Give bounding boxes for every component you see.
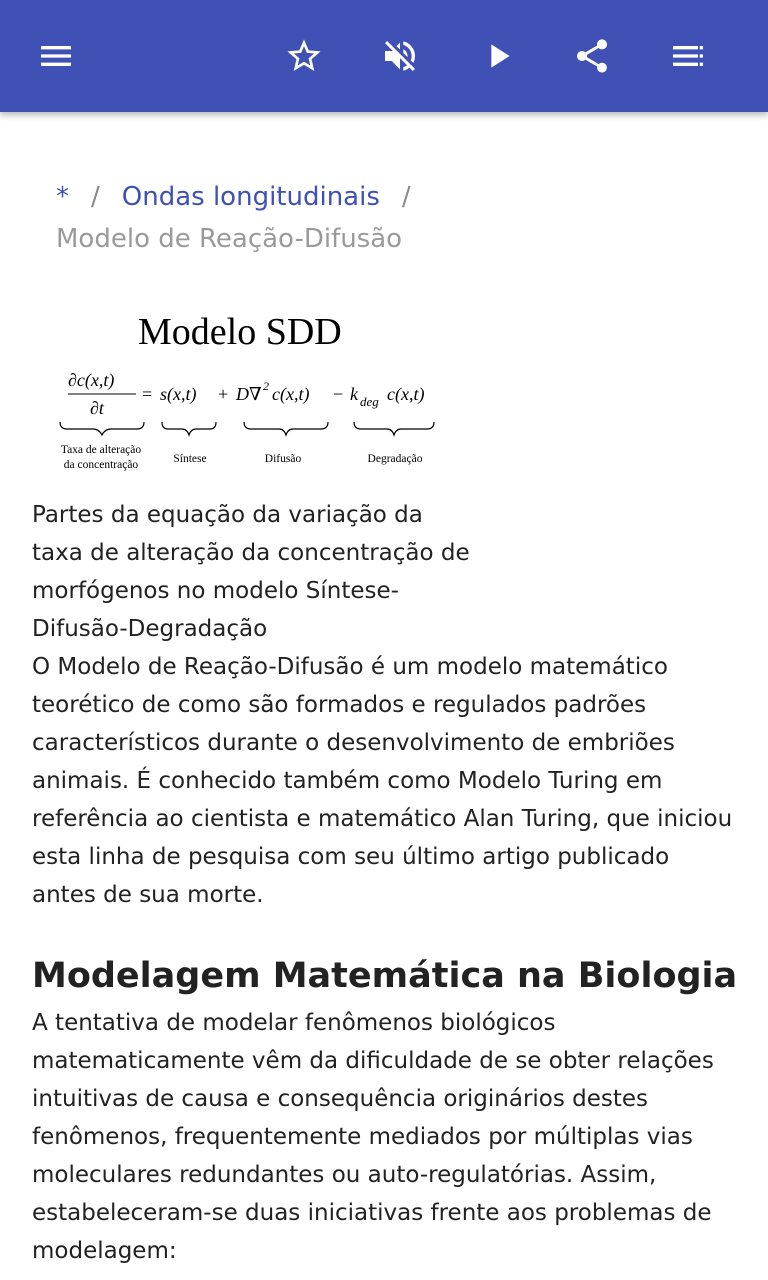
figure-caption: Partes da equação da variação da taxa de alteração da concentração de morfógenos no modelo Síntese-Difusão-Degradação: [32, 502, 470, 642]
equation-figure[interactable]: [50, 304, 450, 476]
breadcrumb-home-link[interactable]: *: [56, 182, 69, 212]
eq-minus-sign: −: [333, 384, 344, 404]
play-button[interactable]: [470, 28, 526, 84]
brace-diffusion: [244, 422, 328, 435]
breadcrumb-separator: /: [91, 182, 100, 212]
eq-degradation-subscript: deg: [360, 394, 379, 409]
label-rate-line2: da concentração: [63, 459, 139, 471]
share-button[interactable]: [564, 28, 620, 84]
breadcrumb-parent-link[interactable]: Ondas longitudinais: [121, 182, 380, 212]
eq-synthesis-term: s(x,t): [160, 384, 197, 404]
sdd-equation-image: [50, 304, 450, 476]
breadcrumb: [56, 176, 736, 260]
eq-diffusion-D: D∇: [236, 384, 262, 404]
intro-paragraph: O Modelo de Reação-Difusão é um modelo matemático teorético de como são formados e regulados padrões característicos durante o desenvolvimento de embriões animais. É conhecido também como Modelo Turing em referência ao cientista e matemático Alan Turing, que iniciou esta linha de pesquisa com seu último artigo publicado antes de sua morte.: [32, 654, 733, 908]
bookmark-button[interactable]: [276, 28, 332, 84]
eq-diffusion-superscript: 2: [263, 379, 269, 393]
share-icon: [572, 36, 612, 76]
eq-lhs-numerator: ∂c(x,t): [68, 370, 115, 390]
eq-diffusion-term: c(x,t): [272, 384, 310, 404]
breadcrumb-separator: /: [401, 182, 411, 212]
brace-synthesis: [162, 422, 216, 435]
eq-lhs-denominator: ∂t: [90, 398, 104, 418]
star-icon: [284, 36, 324, 76]
label-degradation: Degradação: [367, 453, 423, 465]
play-icon: [478, 36, 518, 76]
app-toolbar: [0, 0, 768, 112]
volume-off-icon: [380, 36, 420, 76]
mute-button[interactable]: [372, 28, 428, 84]
brace-degradation: [354, 422, 434, 435]
breadcrumb-current: Modelo de Reação-Difusão: [56, 224, 403, 254]
menu-button[interactable]: [28, 28, 84, 84]
brace-rate: [60, 422, 144, 435]
list-icon: [668, 36, 708, 76]
label-synthesis: Síntese: [173, 453, 207, 465]
label-rate-line1: Taxa de alteração: [60, 444, 142, 456]
menu-icon: [36, 36, 76, 76]
eq-plus-sign: +: [218, 384, 229, 404]
label-diffusion: Difusão: [264, 453, 302, 465]
section-paragraph: A tentativa de modelar fenômenos biológicos matematicamente vêm da dificuldade de se obter relações intuitivas de causa e consequência originários destes fenômenos, frequentemente mediados por múltiplas vias moleculares redundantes ou auto-regulatórias. Assim, estabeleceram-se duas iniciativas frente aos problemas de modelagem:: [32, 1010, 714, 1264]
section-heading: Modelagem Matemática na Biologia: [32, 956, 738, 996]
eq-equals-sign: =: [142, 384, 153, 404]
eq-degradation-k: k: [350, 384, 358, 404]
figure-title: Modelo SDD: [138, 311, 342, 353]
eq-degradation-term: c(x,t): [387, 384, 425, 404]
contents-button[interactable]: [660, 28, 716, 84]
